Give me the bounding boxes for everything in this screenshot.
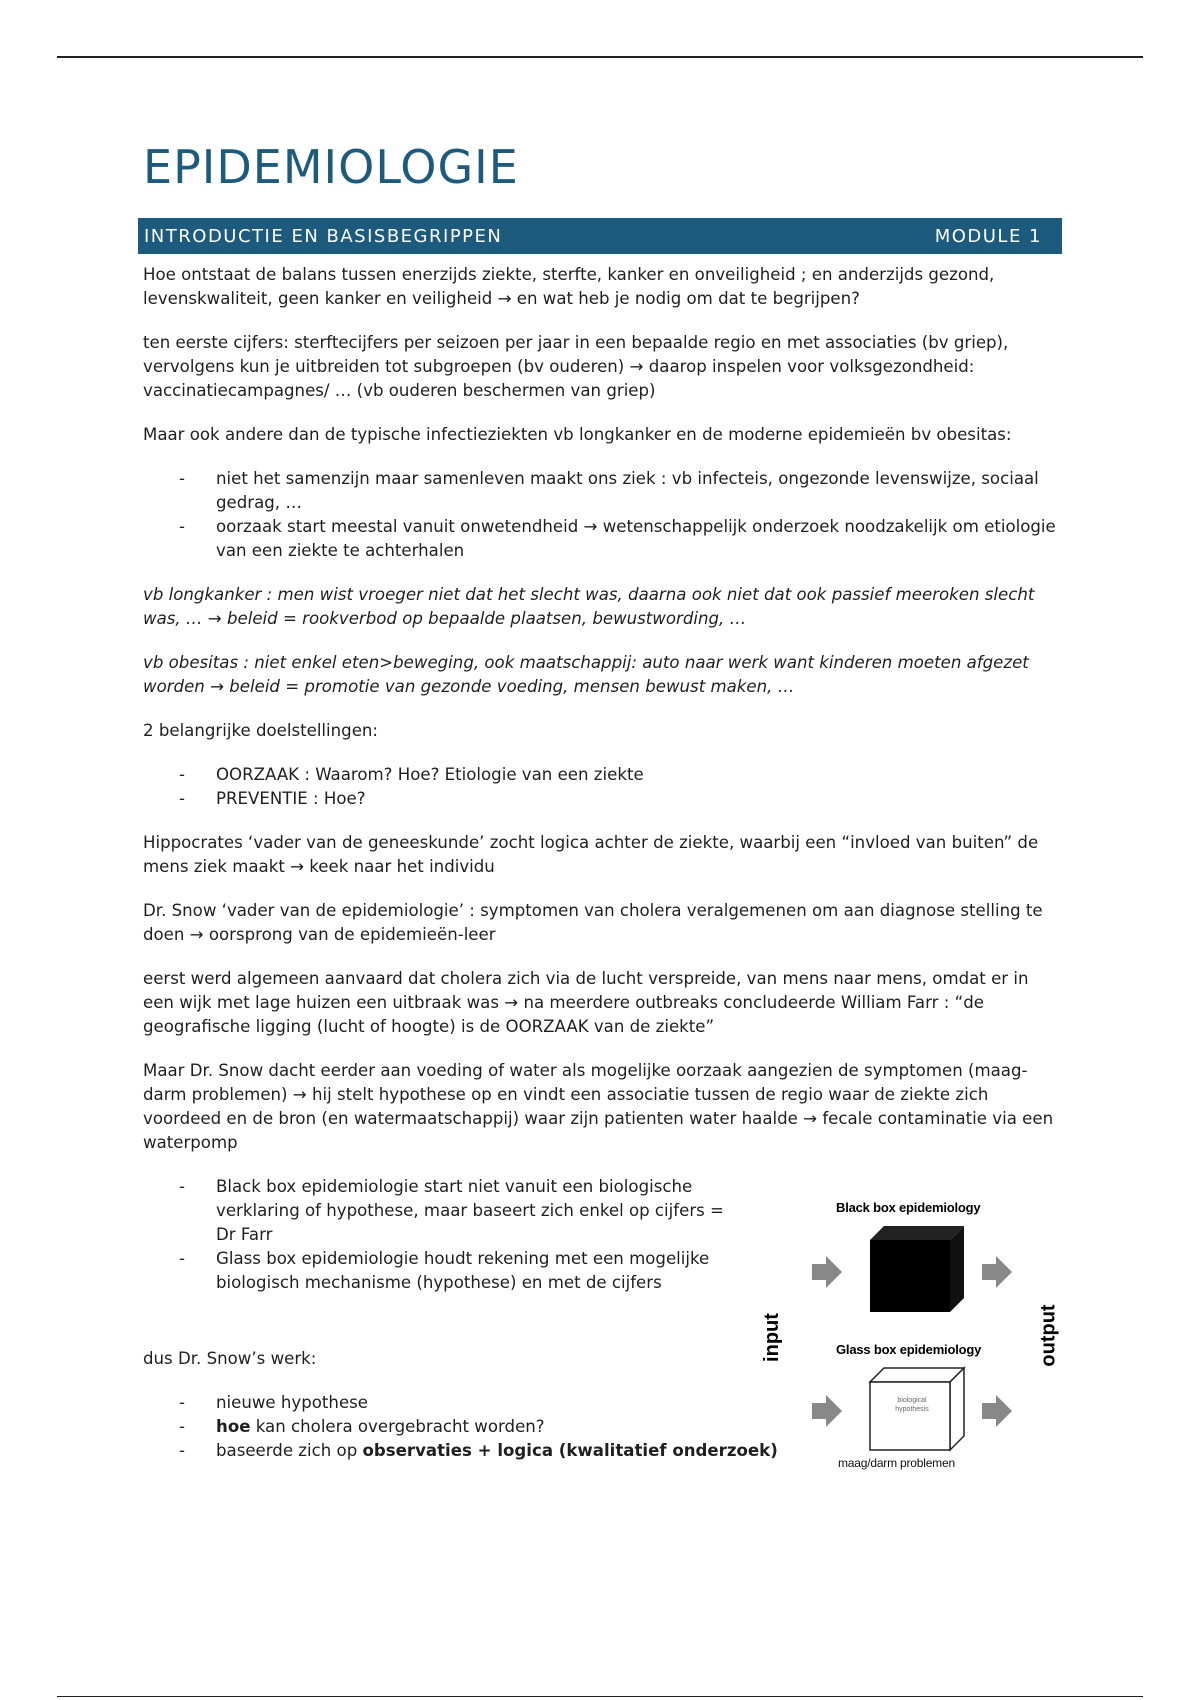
bullet-list (143, 1175, 743, 1295)
paragraph: Dr. Snow ‘vader van de epidemiologie’ : symptomen van cholera veralgemenen om aan diagnose stelling te doen → oorsprong van de epidemieën-leer (143, 901, 1043, 944)
black-box-cube (870, 1226, 964, 1312)
paragraph-example: vb obesitas : niet enkel eten>beweging, ook maatschappij: auto naar werk want kinderen moeten afgezet worden → beleid = promotie van gezonde voeding, mensen bewust maken, … (143, 653, 1029, 696)
box-text (143, 1175, 743, 1391)
list-item: - niet het samenzijn maar samenleven maakt ons ziek : vb infecteis, ongezonde levenswijze, sociaal gedrag, … (143, 467, 1063, 515)
box-epidemiology-figure (760, 1198, 1070, 1478)
section-header-bar (138, 218, 1062, 254)
paragraph: Hippocrates ‘vader van de geneeskunde’ zocht logica achter de ziekte, waarbij een “invloed van buiten” de mens ziek maakt → keek naar het individu (143, 833, 1039, 876)
document-title: EPIDEMIOLOGIE (143, 140, 519, 194)
paragraph: 2 belangrijke doelstellingen: (143, 721, 379, 740)
list-item: - Glass box epidemiologie houdt rekening met een mogelijke biologisch mechanisme (hypothese) en met de cijfers (143, 1247, 743, 1295)
list-item: - PREVENTIE : Hoe? (143, 787, 1063, 811)
module-label: MODULE 1 (934, 225, 1042, 247)
output-label: output (1037, 1304, 1060, 1367)
input-label: input (760, 1313, 783, 1362)
paragraph-example: vb longkanker : men wist vroeger niet dat het slecht was, daarna ook niet dat ook passief meeroken slecht was, … → beleid = rookverbod op bepaalde plaatsen, bewustwording, … (143, 585, 1035, 628)
bullet-list (143, 763, 1063, 811)
biological-hypothesis-label: biological hypothesis (895, 1397, 929, 1413)
list-item: - Black box epidemiologie start niet vanuit een biologische verklaring of hypothese, maar baseert zich enkel op cijfers = Dr Farr (143, 1175, 743, 1247)
paragraph: ten eerste cijfers: sterftecijfers per seizoen per jaar in een bepaalde regio en met associaties (bv griep), vervolgens kun je uitbreiden tot subgroepen (bv ouderen) → daarop inspelen voor volksgezondheid: vaccinatiecampagnes/ … (vb ouderen beschermen van griep) (143, 333, 1009, 400)
paragraph: Maar Dr. Snow dacht eerder aan voeding of water als mogelijke oorzaak aangezien de symptomen (maag-darm problemen) → hij stelt hypothese op en vindt een associatie tussen de regio waar de ziekte zich voordeed en de bron (en watermaatschappij) waar zijn patienten water haalde → fecale contaminatie via een waterpomp (143, 1061, 1054, 1152)
bold-text: observaties + logica (kwalitatief onderzoek) (362, 1441, 778, 1460)
arrow-icon (812, 1395, 842, 1427)
black-box-label: Black box epidemiology (836, 1200, 981, 1215)
glass-box-label: Glass box epidemiology (836, 1342, 982, 1357)
section-heading: INTRODUCTIE EN BASISBEGRIPPEN (144, 225, 503, 247)
bottom-rule (57, 1696, 1143, 1697)
paragraph: eerst werd algemeen aanvaard dat cholera zich via de lucht verspreide, van mens naar mens, omdat er in een wijk met lage huizen een uitbraak was → na meerdere outbreaks concludeerde William Farr : “de geografische ligging (lucht of hoogte) is de OORZAAK van de ziekte” (143, 969, 1029, 1036)
arrow-icon (812, 1256, 842, 1288)
list-item: - oorzaak start meestal vanuit onwetendheid → wetenschappelijk onderzoek noodzakelijk om etiologie van een ziekte te achterhalen (143, 515, 1063, 563)
list-item-text: baseerde zich op (216, 1441, 363, 1460)
bullet-list (143, 467, 1063, 563)
figure-graphic (760, 1198, 1070, 1478)
top-rule (57, 56, 1143, 58)
figure-caption: maag/darm problemen (838, 1456, 955, 1470)
bold-text: hoe (216, 1417, 251, 1436)
list-item-text: nieuwe hypothese (216, 1393, 369, 1412)
list-item-text: kan cholera overgebracht worden? (250, 1417, 545, 1436)
paragraph: Maar ook andere dan de typische infectieziekten vb longkanker en de moderne epidemieën bv obesitas: (143, 425, 1012, 444)
paragraph: dus Dr. Snow’s werk: (143, 1349, 317, 1368)
arrow-icon (982, 1256, 1012, 1288)
paragraph: Hoe ontstaat de balans tussen enerzijds ziekte, sterfte, kanker en onveiligheid ; en anderzijds gezond, levenskwaliteit, geen kanker en veiligheid → en wat heb je nodig om dat te begrijpen? (143, 265, 995, 308)
arrow-icon (982, 1395, 1012, 1427)
list-item: - OORZAAK : Waarom? Hoe? Etiologie van een ziekte (143, 763, 1063, 787)
